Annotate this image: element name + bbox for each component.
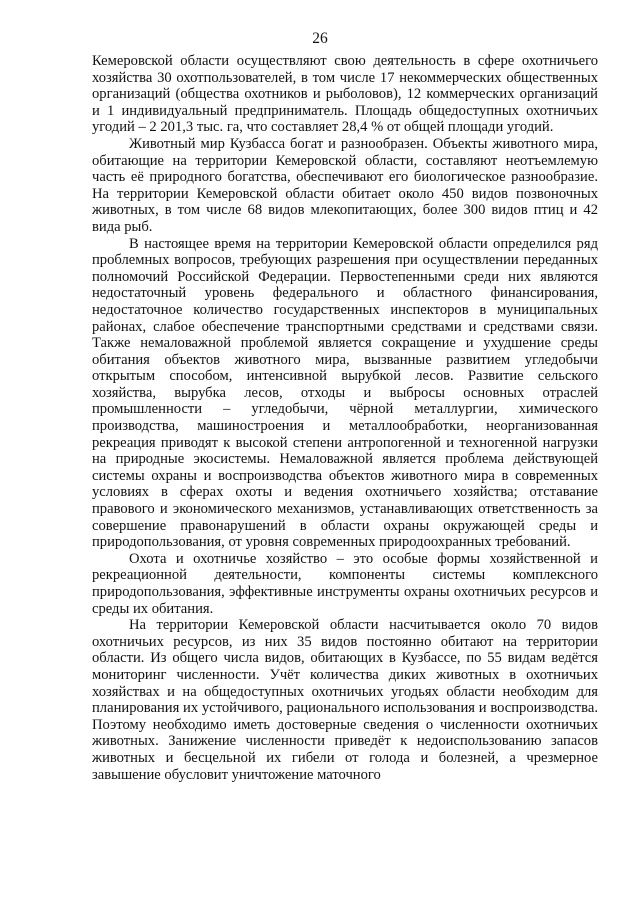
document-body [92,53,598,783]
paragraph-hunting: Охота и охотничье хозяйство – это особые формы хозяйственной и рекреационной деятельности, компоненты системы комплексного природопользования, эффективные инструменты охраны охотничьих ресурсов и среды их обитания. [92,550,598,617]
paragraph-resources: На территории Кемеровской области насчитывается около 70 видов охотничьих ресурсов, из них 35 видов постоянно обитают на территории области. Из общего числа видов, обитающих в Кузбассе, по 55 видам ведётся мониторинг численности. Учёт количества диких животных в охотничьих хозяйствах и на общедоступных охотничьих угодьях области необходим для планирования их устойчивого, рационального использования и воспроизводства. Поэтому необходимо иметь достоверные сведения о численности охотничьих животных. Занижение численности приведёт к недоиспользованию запасов животных и бесцельной их гибели от голода и болезней, а чрезмерное завышение обусловит уничтожение маточного [92,617,598,783]
paragraph-continuation: Кемеровской области осуществляют свою деятельность в сфере охотничьего хозяйства 30 охотпользователей, в том числе 17 некоммерческих общественных организаций (общества охотников и рыболовов), 12 коммерческих организаций и 1 индивидуальный предприниматель. Площадь общедоступных охотничьих угодий – 2 201,3 тыс. га, что составляет 28,4 % от общей площади угодий. [92,53,598,136]
paragraph-problems: В настоящее время на территории Кемеровской области определился ряд проблемных вопросов, требующих разрешения при осуществлении переданных полномочий Российской Федерации. Первостепенными среди них являются недостаточный уровень федерального и областного финансирования, недостаточное количество государственных инспекторов в муниципальных районах, слабое обеспечение транспортными средствами и средствами связи. Также немаловажной проблемой является сокращение и ухудшение среды обитания объектов животного мира, вызванные развитием угледобычи открытым способом, интенсивной вырубкой лесов. Развитие сельского хозяйства, вырубка лесов, отходы и выбросы основных отраслей промышленности – угледобычи, чёрной металлургии, химического производства, машиностроения и металлообработки, неорганизованная рекреация приводят к высокой степени антропогенной и техногенной нагрузки на природные экосистемы. Немаловажной является проблема действующей системы охраны и воспроизводства объектов животного мира в современных условиях в сферах охоты и ведения охотничьего хозяйства; отставание правового и экономического механизмов, устанавливающих ответственность за совершение правонарушений в области охраны окружающей среды и природопользования, от уровня современных природоохранных требований. [92,235,598,551]
paragraph-fauna: Животный мир Кузбасса богат и разнообразен. Объекты животного мира, обитающие на территории Кемеровской области, составляют неотъемлемую часть её природного богатства, обеспечивают его биологическое разнообразие. На территории Кемеровской области обитает около 450 видов позвоночных животных, в том числе 68 видов млекопитающих, более 300 видов птиц и 42 вида рыб. [92,135,598,235]
page-number: 26 [312,30,328,47]
